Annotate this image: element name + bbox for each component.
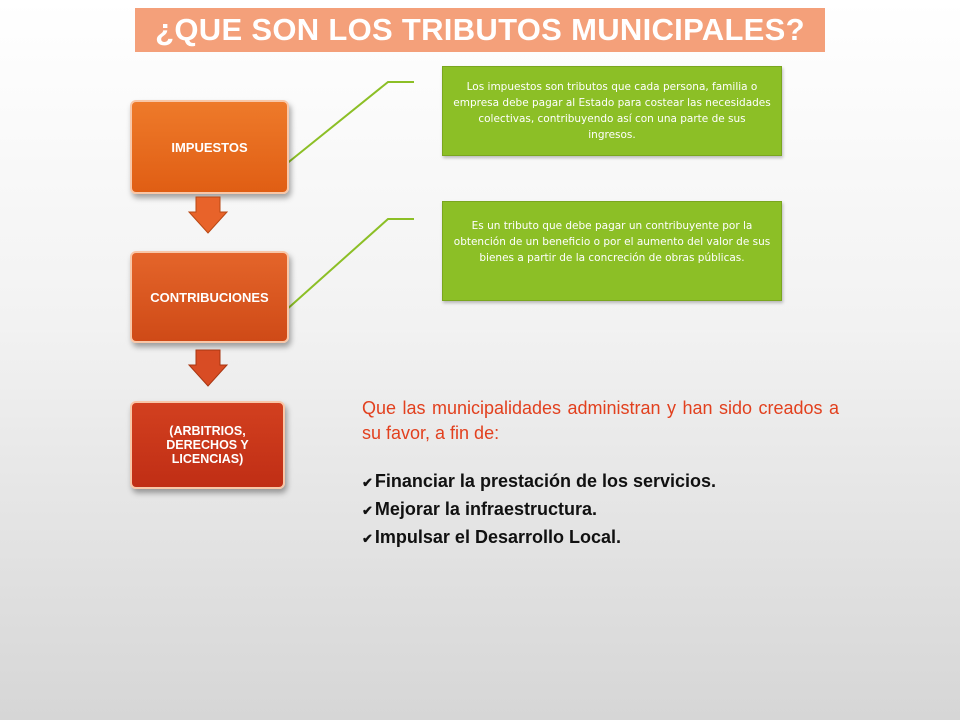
list-item-text: Mejorar la infraestructura. <box>374 499 597 519</box>
checkmark-icon: ✔ <box>362 475 373 490</box>
list-item <box>362 496 839 524</box>
summary-list <box>362 468 839 552</box>
stage-arbitrios <box>130 401 285 489</box>
down-arrow-icon <box>187 195 229 237</box>
list-item <box>362 468 839 496</box>
stage-label: IMPUESTOS <box>171 139 248 155</box>
stage-label: (ARBITRIOS, DERECHOS Y LICENCIAS) <box>166 424 249 466</box>
stage-impuestos <box>130 100 289 194</box>
list-item <box>362 524 839 552</box>
checkmark-icon: ✔ <box>362 503 373 518</box>
list-item-text: Financiar la prestación de los servicios. <box>374 471 717 491</box>
description-impuestos: Los impuestos son tributos que cada persona, familia o empresa debe pagar al Estado para costear las necesidades colectivas, contribuyendo así con una parte de sus ingresos. <box>442 66 782 156</box>
page-title: ¿QUE SON LOS TRIBUTOS MUNICIPALES? <box>155 12 805 47</box>
description-contribuciones: Es un tributo que debe pagar un contribuyente por la obtención de un beneficio o por el aumento del valor de sus bienes a partir de la concreción de obras públicas. <box>442 201 782 301</box>
summary-section <box>362 396 839 552</box>
list-item-text: Impulsar el Desarrollo Local. <box>374 527 621 547</box>
checkmark-icon: ✔ <box>362 531 373 546</box>
down-arrow-icon <box>187 348 229 390</box>
connector-contribuciones <box>285 219 414 311</box>
connector-impuestos <box>285 82 414 165</box>
stage-label: CONTRIBUCIONES <box>150 289 269 305</box>
summary-intro: Que las municipalidades administran y han sido creados a su favor, a fin de: <box>362 398 839 443</box>
stage-contribuciones <box>130 251 289 343</box>
